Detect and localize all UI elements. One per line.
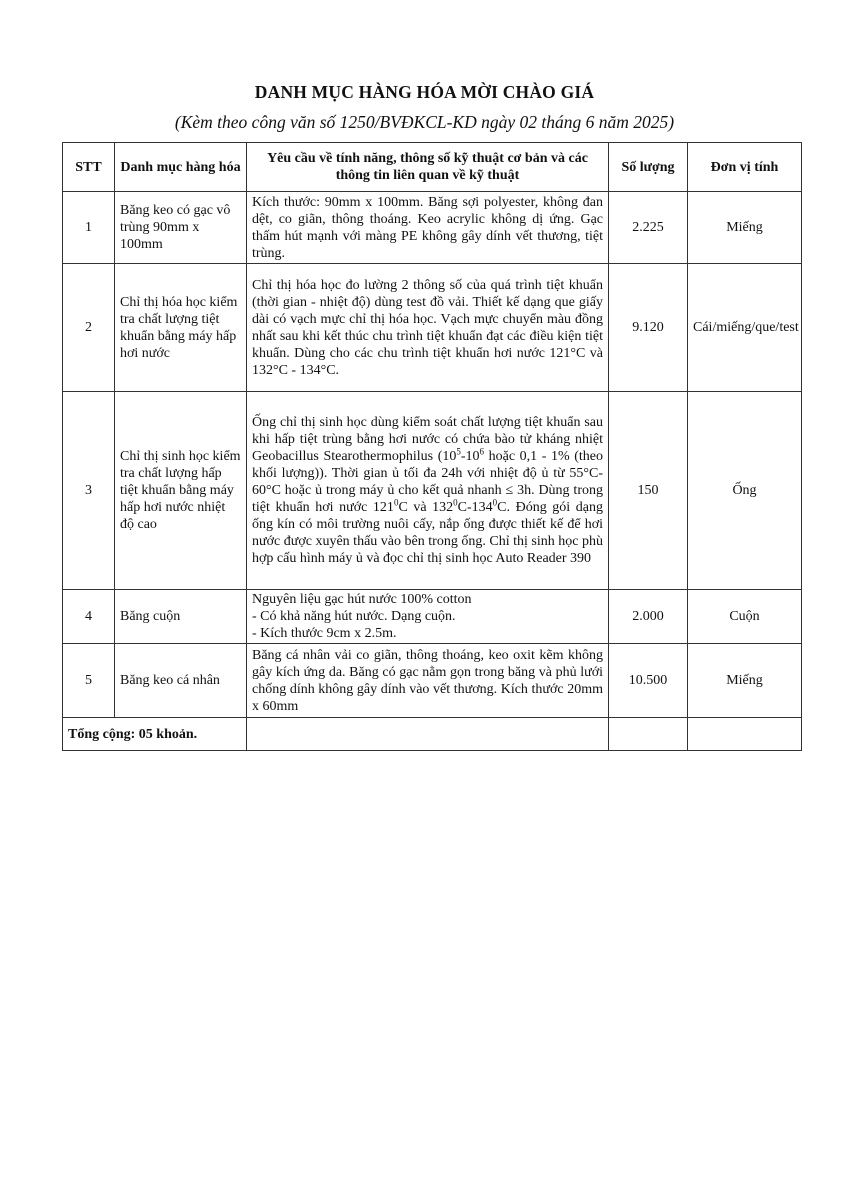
table-row xyxy=(63,644,802,718)
row-unit: Miếng xyxy=(688,192,802,264)
row-name: Chỉ thị hóa học kiểm tra chất lượng tiệt khuẩn bằng máy hấp hơi nước xyxy=(115,264,247,392)
header-qty: Số lượng xyxy=(609,143,688,192)
row-qty: 10.500 xyxy=(609,644,688,718)
header-unit: Đơn vị tính xyxy=(688,143,802,192)
table-header-row xyxy=(63,143,802,192)
header-spec: Yêu cầu về tính năng, thông số kỹ thuật cơ bản và các thông tin liên quan về kỹ thuật xyxy=(247,143,609,192)
table-row xyxy=(63,192,802,264)
goods-table xyxy=(62,142,802,751)
row-unit: Miếng xyxy=(688,644,802,718)
total-empty-cell xyxy=(609,718,688,751)
row-qty: 2.000 xyxy=(609,590,688,644)
row-name: Băng keo cá nhân xyxy=(115,644,247,718)
table-row xyxy=(63,590,802,644)
row-spec xyxy=(247,590,609,644)
row-name: Băng keo có gạc vô trùng 90mm x 100mm xyxy=(115,192,247,264)
table-row xyxy=(63,392,802,590)
total-row xyxy=(63,718,802,751)
row-stt: 5 xyxy=(63,644,115,718)
total-label: Tổng cộng: 05 khoản. xyxy=(63,718,247,751)
row-stt: 1 xyxy=(63,192,115,264)
row-qty: 9.120 xyxy=(609,264,688,392)
spec-line: Nguyên liệu gạc hút nước 100% cotton xyxy=(252,592,472,607)
row-unit: Cuộn xyxy=(688,590,802,644)
row-stt: 3 xyxy=(63,392,115,590)
document-subtitle: (Kèm theo công văn số 1250/BVĐKCL-KD ngày 02 tháng 6 năm 2025) xyxy=(174,112,675,132)
spec-line: - Có khả năng hút nước. Dạng cuộn. xyxy=(252,609,456,624)
header-stt: STT xyxy=(63,143,115,192)
total-empty-cell xyxy=(688,718,802,751)
row-qty: 150 xyxy=(609,392,688,590)
table-row xyxy=(63,264,802,392)
row-qty: 2.225 xyxy=(609,192,688,264)
row-spec: Chỉ thị hóa học đo lường 2 thông số của quá trình tiệt khuẩn (thời gian - nhiệt độ) dùng test đồ vải. Thiết kế dạng que giấy dài có vạch mực chỉ thị hóa học. Vạch mực chuyển màu đồng nhất sau khi kết thúc chu trình tiệt khuẩn đạt các điều kiện tiệt khuẩn. Dùng cho các chu trình tiệt khuẩn hơi nước 121°C và 132°C - 134°C. xyxy=(247,264,609,392)
row-unit: Ống xyxy=(688,392,802,590)
row-spec: Ống chỉ thị sinh học dùng kiểm soát chất lượng tiệt khuẩn sau khi hấp tiệt trùng bằng hơi nước có chứa bào tử kháng nhiệt Geobacillus Stearothermophilus ($10^5-10^6$ hoặc 0,1 - 1% (theo khối lượng)). Thời gian ủ tối đa 24h với nhiệt độ ủ từ 55°C-60°C hoặc ủ trong máy ủ cho kết quả nhanh ≤ 3h. Dùng trong tiệt khuẩn hơi nước $121^0C$ và $132^0C-134^0C$. Đóng gói dạng ống kín có môi trường nuôi cấy, nắp ống được thiết kế để hơi nước được xuyên thấu vào bên trong ống. Chỉ thị sinh học phù hợp cấu hình máy ủ và đọc chỉ thị sinh học Auto Reader 390 xyxy=(247,392,609,590)
row-name: Băng cuộn xyxy=(115,590,247,644)
row-stt: 2 xyxy=(63,264,115,392)
header-name: Danh mục hàng hóa xyxy=(115,143,247,192)
total-empty-cell xyxy=(247,718,609,751)
row-name: Chỉ thị sinh học kiểm tra chất lượng hấp tiệt khuẩn bằng máy hấp hơi nước nhiệt độ cao xyxy=(115,392,247,590)
row-spec: Kích thước: 90mm x 100mm. Băng sợi polyester, không đan dệt, co giãn, thông thoáng. Keo acrylic không dị ứng. Gạc thấm hút mạnh với màng PE không gây dính vết thương, tiệt trùng. xyxy=(247,192,609,264)
row-spec: Băng cá nhân vải co giãn, thông thoáng, keo oxit kẽm không gây kích ứng da. Băng có gạc nằm gọn trong băng và phủ lưới chống dính không gây dính vào vết thương. Kích thước 20mm x 60mm xyxy=(247,644,609,718)
row-stt: 4 xyxy=(63,590,115,644)
spec-line: - Kích thước 9cm x 2.5m. xyxy=(252,626,397,641)
document-title: DANH MỤC HÀNG HÓA MỜI CHÀO GIÁ xyxy=(254,82,595,102)
row-unit: Cái/miếng/que/test xyxy=(688,264,802,392)
